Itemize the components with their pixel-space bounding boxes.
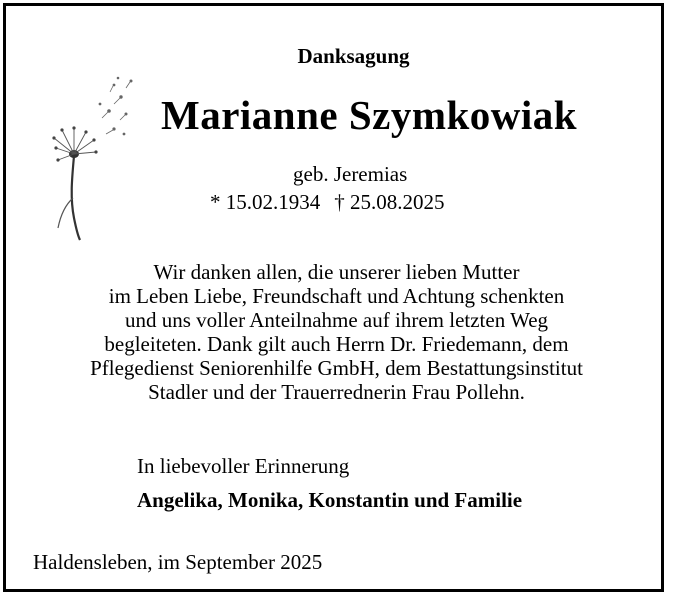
thank-you-message bbox=[6, 260, 667, 404]
maiden-name: geb. Jeremias bbox=[293, 162, 408, 186]
message-line: Wir danken allen, die unserer lieben Mutter bbox=[153, 260, 520, 284]
deceased-name: Marianne Szymkowiak bbox=[161, 92, 578, 138]
obituary-card bbox=[3, 3, 664, 592]
message-line: und uns voller Anteilnahme auf ihrem letzten Weg bbox=[124, 308, 549, 332]
dandelion-icon bbox=[36, 68, 136, 243]
life-dates bbox=[210, 190, 445, 215]
message-line: Pflegedienst Seniorenhilfe GmbH, dem Bestattungsinstitut bbox=[90, 356, 583, 380]
remembrance-line: In liebevoller Erinnerung bbox=[137, 454, 350, 478]
message-line: begleiteten. Dank gilt auch Herrn Dr. Friedemann, dem bbox=[104, 332, 569, 356]
signers: Angelika, Monika, Konstantin und Familie bbox=[137, 488, 523, 512]
death-date: † 25.08.2025 bbox=[334, 190, 445, 214]
notice-heading: Danksagung bbox=[297, 44, 410, 68]
message-line: im Leben Liebe, Freundschaft und Achtung schenkten bbox=[108, 284, 565, 308]
place-and-date: Haldensleben, im September 2025 bbox=[33, 550, 323, 574]
birth-date: * 15.02.1934 bbox=[210, 190, 321, 214]
message-line: Stadler und der Trauerrednerin Frau Pollehn. bbox=[148, 380, 525, 404]
